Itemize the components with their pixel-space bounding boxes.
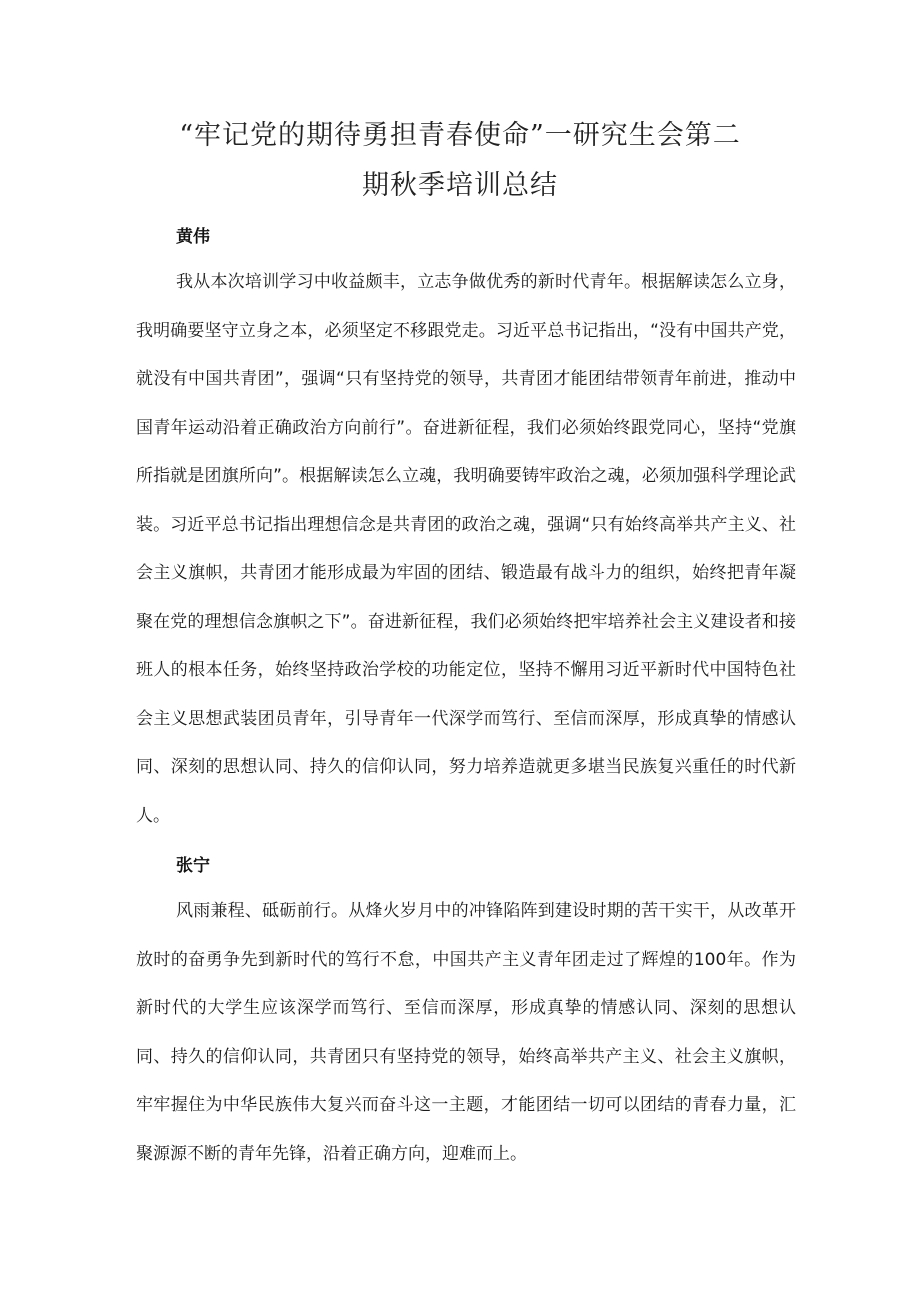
author-name: 黄伟 <box>176 227 210 247</box>
author-name: 张宁 <box>176 856 210 876</box>
document-title-line-1: “牢记党的期待勇担青春使命”一研究生会第二 <box>179 120 741 151</box>
section-paragraph: 风雨兼程、砥砺前行。从烽火岁月中的冲锋陷阵到建设时期的苦干实干，从改革开放时的奋勇争先到新时代的笃行不怠，中国共产主义青年团走过了辉煌的100年。作为新时代的大学生应该深学而笃行、至信而深厚，形成真挚的情感认同、深刻的思想认同、持久的信仰认同，共青团只有坚持党的领导，始终高举共产主义、社会主义旗帜，牢牢握住为中华民族伟大复兴而奋斗这一主题，才能团结一切可以团结的青春力量，汇聚源源不断的青年先锋，沿着正确方向，迎难而上。 <box>136 901 796 1164</box>
document-title-line-2: 期秋季培训总结 <box>362 170 558 201</box>
section-paragraph: 我从本次培训学习中收益颇丰，立志争做优秀的新时代青年。根据解读怎么立身，我明确要坚守立身之本，必须坚定不移跟党走。习近平总书记指出，“没有中国共产党，就没有中国共青团”，强调“只有坚持党的领导，共青团才能团结带领青年前进，推动中国青年运动沿着正确政治方向前行”。奋进新征程，我们必须始终跟党同心，坚持“党旗所指就是团旗所向”。根据解读怎么立魂，我明确要铸牢政治之魂，必须加强科学理论武装。习近平总书记指出理想信念是共青团的政治之魂，强调“只有始终高举共产主义、社会主义旗帜，共青团才能形成最为牢固的团结、锻造最有战斗力的组织，始终把青年凝聚在党的理想信念旗帜之下”。奋进新征程，我们必须始终把牢培养社会主义建设者和接班人的根本任务，始终坚持政治学校的功能定位，坚持不懈用习近平新时代中国特色社会主义思想武装团员青年，引导青年一代深学而笃行、至信而深厚，形成真挚的情感认同、深刻的思想认同、持久的信仰认同，努力培养造就更多堪当民族复兴重任的时代新人。 <box>136 272 796 826</box>
